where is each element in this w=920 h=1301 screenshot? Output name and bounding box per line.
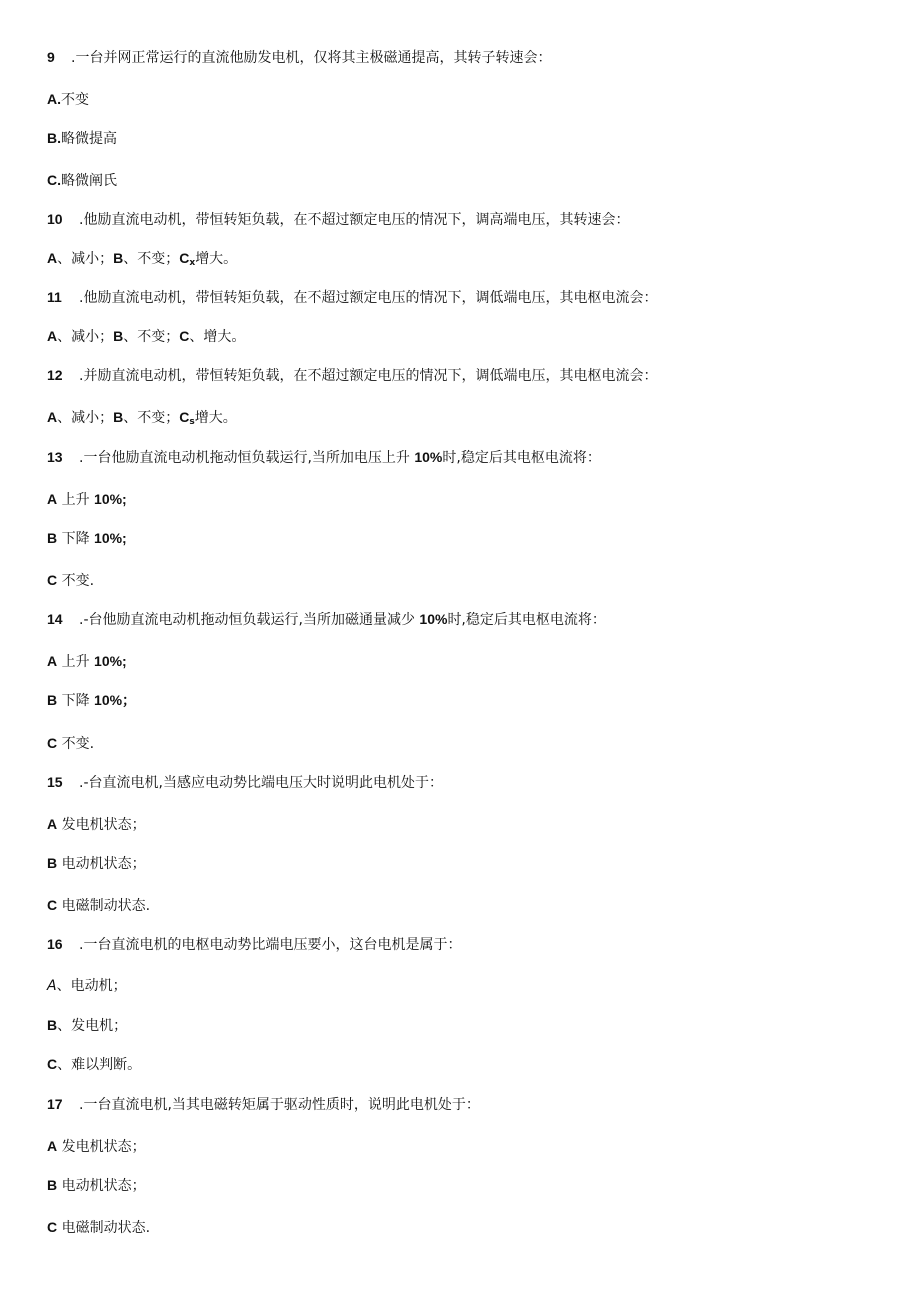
option-text: 不变. [57,736,95,752]
option-value: 10%; [94,491,127,507]
option-9b [47,129,117,148]
question-16 [47,935,461,954]
question-text: .他励直流电动机，带恒转矩负载，在不超过额定电压的情况下，调高端电压，其转速会： [79,212,630,228]
option-text: 、减小； [57,410,114,426]
question-number: 15 [47,774,63,790]
option-text: 、减小； [57,251,114,267]
question-text: .一台直流电机的电枢电动势比端电压要小，这台电机是属于： [79,937,462,953]
option-text: 电动机状态； [57,856,146,872]
option-text: 电磁制动状态. [57,898,151,914]
option-label: C [179,250,190,266]
option-9a [47,90,89,109]
option-text: 、发电机； [57,1018,128,1034]
question-text: .-台他励直流电动机拖动恒负载运行,当所加磁通量减少 [79,612,420,628]
question-number: 14 [47,611,63,627]
option-text: 、不变； [123,410,180,426]
option-label: A [47,328,58,344]
question-text: .一台直流电机,当其电磁转矩属于驱动性质时，说明此电机处于： [79,1097,480,1113]
options-10 [47,249,237,272]
question-9 [47,48,551,67]
option-label: B [47,530,58,546]
option-label: B. [47,130,61,146]
option-text: 、减小； [57,329,114,345]
question-number: 9 [47,49,55,65]
question-number: 16 [47,936,63,952]
option-label: B [47,1177,58,1193]
question-text: .并励直流电动机，带恒转矩负载，在不超过额定电压的情况下，调低端电压，其电枢电流会： [79,368,658,384]
option-text: 上升 [57,492,95,508]
question-number: 17 [47,1096,63,1112]
option-13c [47,571,94,590]
option-text: 、难以判断。 [57,1057,142,1073]
option-text: 略微提高 [61,131,117,147]
option-label: A [47,978,57,994]
question-text: .他励直流电动机，带恒转矩负载，在不超过额定电压的情况下，调低端电压，其电枢电流会： [79,290,658,306]
options-12 [47,408,237,431]
option-9c [47,171,117,190]
option-text: 增大。 [195,251,238,267]
option-label: C [47,572,58,588]
question-15 [47,773,443,792]
question-14 [47,610,606,629]
option-label: C [179,409,190,425]
option-subscript: s [189,417,195,427]
question-text-tail: 时,稳定后其电枢电流将： [442,450,601,466]
option-text: 下降 [57,531,95,547]
option-label: B [47,692,58,708]
option-label: B [113,409,124,425]
option-17b [47,1176,146,1195]
option-17a [47,1137,146,1156]
question-text: .-台直流电机,当感应电动势比端电压大时说明此电机处于： [79,775,443,791]
option-16a [47,977,127,995]
option-text: 、电动机； [56,978,127,994]
option-text: 略微阐氏 [61,173,117,189]
question-text-tail: 时,稳定后其电枢电流将： [447,612,606,628]
option-15c [47,896,150,915]
question-number: 11 [47,289,62,305]
option-text: 电动机状态； [57,1178,146,1194]
option-label: A [47,653,58,669]
question-17 [47,1095,480,1114]
option-text: 、增大。 [189,329,246,345]
option-label: B [113,328,124,344]
question-percent: 10% [414,449,443,465]
option-text: 上升 [57,654,95,670]
option-text: 发电机状态； [57,1139,146,1155]
option-text: 不变. [57,573,95,589]
option-subscript: x [189,258,196,268]
option-label: A [47,816,58,832]
option-label: B [113,250,124,266]
option-label: C [47,897,58,913]
option-14a [47,652,127,671]
question-10 [47,210,629,229]
question-12 [47,366,657,385]
question-number: 13 [47,449,63,465]
option-text: 、不变； [123,329,180,345]
option-value: 10%; [94,530,127,546]
option-label: B [47,1017,58,1033]
question-11 [47,288,657,307]
option-label: C [47,1219,58,1235]
option-label: C [47,735,58,751]
option-value: 10%; [94,653,127,669]
options-11 [47,327,245,346]
option-text: 不变 [61,92,89,108]
question-percent: 10% [419,611,448,627]
option-16b [47,1016,127,1035]
option-label: A [47,491,58,507]
option-15b [47,854,146,873]
question-number: 12 [47,367,63,383]
option-label: A [47,250,58,266]
question-number: 10 [47,211,63,227]
option-16c [47,1055,141,1074]
option-text: 电磁制动状态. [57,1220,151,1236]
option-13b [47,529,127,548]
option-label: C [47,1056,58,1072]
option-17c [47,1218,150,1237]
option-label: A. [47,91,61,107]
option-13a [47,490,127,509]
option-14b [47,691,136,710]
option-text: 、不变； [123,251,180,267]
option-label: B [47,855,58,871]
question-text: .一台他励直流电动机拖动恒负载运行,当所加电压上升 [79,450,415,466]
option-14c [47,734,94,753]
option-label: A [47,409,58,425]
option-value: 10%； [94,692,137,708]
option-text: 发电机状态； [57,817,146,833]
question-13 [47,448,601,467]
option-15a [47,815,146,834]
option-text: 增大。 [194,410,237,426]
option-label: C [179,328,190,344]
option-label: C. [47,172,61,188]
question-text: .一台并网正常运行的直流他励发电机，仅将其主极磁通提高，其转子转速会： [71,50,552,66]
option-text: 下降 [57,693,95,709]
option-label: A [47,1138,58,1154]
